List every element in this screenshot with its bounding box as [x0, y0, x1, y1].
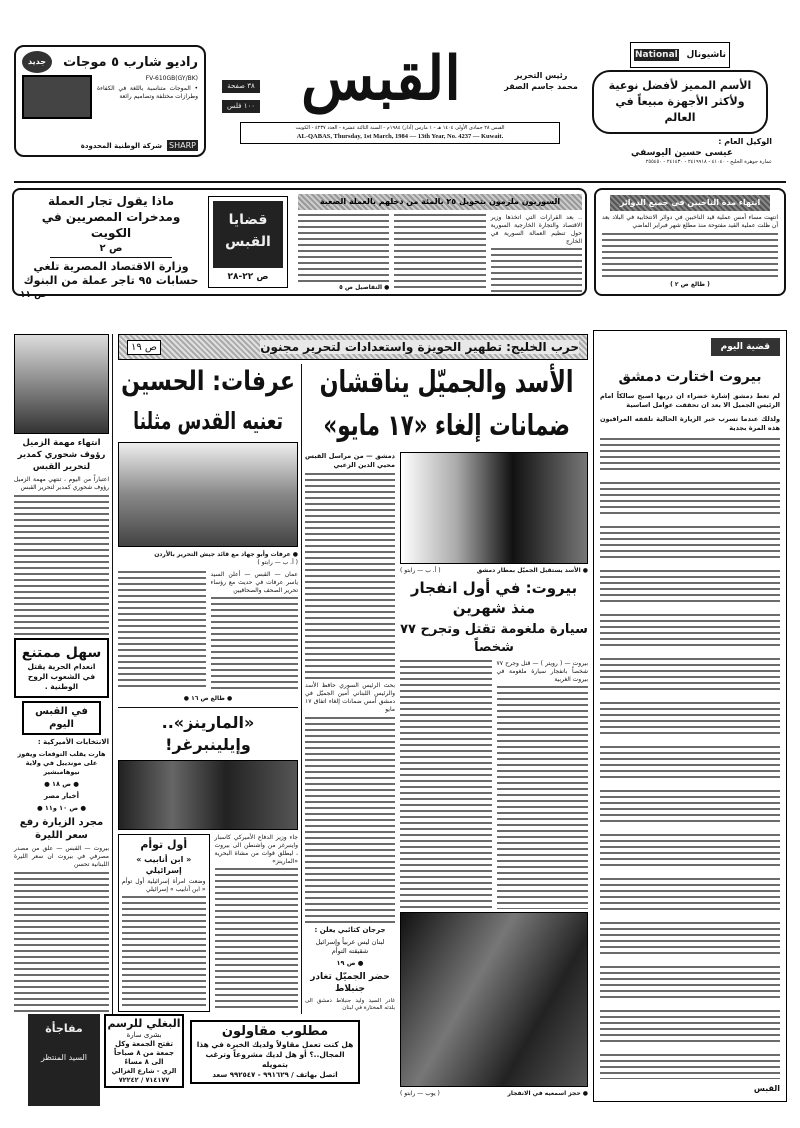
ad-body: • الموجات متناسبة باللغة في الكفاءة وطرازات مختلفة وتصاميم رائعة: [97, 85, 198, 100]
divider: [118, 707, 298, 708]
arafat-lead: عمان — القبس — أعلن السيد ياسر عرفات في حديث مع رؤساء تحرير الصحف والصحافيين: [210, 571, 298, 594]
marines-lead: جاء وزير الدفاع الأميركي كاسبار واينبرغر من واشنطن الى بيروت ، ليطلق قوات من مشاة البحرية «المارينز»: [214, 834, 298, 865]
arafat-body: [211, 597, 299, 691]
editor-name: محمد جاسم الصقر: [504, 82, 578, 91]
gemayel-party-headline: جرجان كتائبي يعلن :: [314, 926, 386, 934]
candidates-box: [594, 188, 786, 296]
today-title: في القبس اليوم: [22, 701, 101, 735]
section-title: قضية اليوم: [711, 338, 780, 356]
egypt-headline-1: ماذا يقول تجار العملة ومدخرات المصريين في الكويت: [41, 194, 181, 240]
twins-lead: وضعت امرأة إسرائيلية أول توأم « ابن أنابيب » إسرائيلي: [122, 878, 206, 893]
ad-slogan: الأسم المميز لأفضل نوعية ولأكثر الأجهزة مبيعاً في العالم: [608, 79, 752, 124]
national-logo: [630, 42, 730, 68]
column-rule: [301, 364, 302, 1014]
right-column-box: [593, 330, 787, 1102]
baghli-title: البغلي للرسم: [107, 1017, 181, 1030]
surprise-text: السيد المنتظر: [40, 1053, 88, 1062]
arafat-headline-1: عرفات: الحسين: [121, 366, 295, 397]
obit-title: انتهاء مهمة الزميل رؤوف شحوري كمدير لتحرير القبس: [17, 438, 106, 472]
contractors-title: مطلوب مقاولون: [221, 1024, 329, 1039]
syria-lead: .. بعد القرارات التي اتخذها وزير الاقتصاد والتجارة الخارجية السورية حول تنظيم العمالة السورية في الخارج: [490, 214, 582, 245]
page-count: ٣٨ صفحة: [222, 80, 260, 93]
qadaya-box[interactable]: [208, 196, 288, 288]
main-headline-1-wrap: [304, 362, 590, 404]
contractors-phone: اتصل بهاتف / ٩٩١٦٢٩ - ٩٩٢٥٤٧ سعد: [212, 1071, 338, 1079]
candidates-lead: انتهت مساء أمس عملية قيد الناخبين في دوائر الانتخابية في البلاد بعد أن ظلت عملية القيد مفتوحة منذ مطلع شهر فبراير الماضي: [602, 214, 778, 229]
gemayel-party-sub: لبنان ليس عربياً وإسرائيل شقيقته التوأم: [315, 938, 385, 955]
bomb-body: [400, 660, 492, 909]
syria-headline: السوريون ملزمون بتحويل ٢٥ بالمئة من دخلهم بالعملة الصعبة: [298, 194, 582, 210]
sharp-logo: SHARP: [169, 141, 196, 150]
arafat-credit: ( أ. ب — رابتو ): [257, 559, 298, 566]
baghli-text: تفتح الجمعة وكل جمعة من ٨ صباحاً الى ٨ مساءً: [113, 1040, 175, 1066]
sahl-box: [14, 638, 109, 698]
column-rule: [112, 334, 113, 1014]
radio-image: [22, 75, 92, 119]
masthead-rule: [14, 181, 786, 183]
bomb-photo: [400, 912, 588, 1087]
bomb-photo-credit: ( يوب — رابتو ): [400, 1090, 440, 1097]
banner: [118, 334, 588, 360]
left-column: [14, 334, 109, 1012]
main-photo-caption: ● الأسد يستقبل الجميّل بمطار دمشق: [476, 567, 588, 574]
syria-body: [491, 248, 582, 292]
baghli-ad[interactable]: [104, 1014, 184, 1088]
qadaya-pages: ص ٢٢-٢٨: [227, 272, 269, 282]
obit-body: [14, 495, 109, 635]
marines-body: [215, 868, 299, 1012]
arafat-headline-2-wrap: [118, 404, 298, 438]
main-body: [305, 717, 395, 923]
baghli-phone: ٧١٤١٧٧ / ٧٢٢٤٢: [118, 1076, 170, 1084]
agent-name: عيسى حسين اليوسفي: [631, 148, 733, 158]
marines-headline: «المارينز».. وإيلينبرغر!: [161, 713, 255, 754]
newspaper-logo-text: القبس: [301, 44, 461, 114]
price: ١٠٠ فلس: [222, 100, 260, 113]
arafat-column: [118, 364, 298, 1012]
ad-title: راديو شارب ٥ موجات: [63, 54, 198, 70]
main-headline-2: ضمانات إلغاء «١٧ مايو»: [323, 408, 571, 442]
surprise-ad[interactable]: [28, 1014, 100, 1106]
right-signature: القبس: [753, 1084, 780, 1093]
qadaya-title: قضايا القبس: [213, 201, 283, 268]
main-dateline: دمشق — من مراسل القبس محيي الدين الزعبي: [305, 452, 395, 469]
national-logo-ar: ناشيونال: [686, 50, 726, 60]
visit-lead: بيروت — القبس — علق من مصدر مصرفي في بيروت ان سعر الليرة اللبنانية تحسن: [14, 845, 109, 868]
bomb-headline-1: بيروت: في أول انفجار منذ شهرين: [410, 579, 578, 617]
egypt-headline-2: وزارة الاقتصاد المصرية تلغي حسابات ٩٥ تاجر عملة من البنوك: [23, 260, 199, 287]
candidates-body: [602, 233, 778, 278]
syria-more[interactable]: ● التفاصيل ص ٥: [339, 284, 390, 291]
baghli-address: الري - شارع الغزالي: [111, 1067, 177, 1075]
main-right-subcolumn: [400, 452, 588, 1098]
bomb-lead: بيروت — ( رويتر ) — قتل وجرح ٧٧ شخصاً بانفجار سيارة ملغومة في بيروت الغربية: [496, 660, 588, 683]
banner-page: ص ١٩: [127, 340, 161, 355]
contractors-ad[interactable]: [190, 1020, 360, 1084]
visit-title: مجرد الزيارة رفع سعر الليرة: [19, 817, 104, 841]
main-headline-2-wrap: [304, 404, 590, 446]
candidates-more[interactable]: ( طالع ص ٢ ): [670, 281, 710, 288]
arafat-headline-2: تعنيه القدس مثلنا: [133, 407, 283, 435]
agent-label: الوكيل العام :: [718, 137, 772, 146]
contractors-text: هل كنت تعمل مقاولاً ولديك الخبرة في هذا المجال..؟ أو هل لديك مشروعاً وترغب بتمويله: [196, 1040, 354, 1069]
twins-headline-2: « ابن أنابيب » إسرائيلي: [136, 855, 192, 875]
arafat-more[interactable]: ● طالع ص ١٦ ●: [183, 695, 233, 702]
ad-dealer: شركة الوطنية المحدودة: [80, 141, 163, 150]
twins-body: [122, 896, 206, 1008]
assad-gemayel-photo: [400, 452, 588, 564]
date-arabic: القبس ٢٨ جمادى الأولى ١٤٠٤ هـ - ١ مارس (آذار) ١٩٨٤م - السنة الثالثة عشرة - العدد ٤٢٣٧ - الكويت: [295, 125, 505, 131]
today-item-1-page: ● ص ١٨ ●: [44, 780, 79, 788]
today-item-1[interactable]: هارت يقلب التوقعات ويفوز على موندييل في ولاية نيوهامبشير: [17, 750, 106, 776]
syria-body: [298, 214, 389, 282]
syria-body: [394, 214, 485, 292]
right-headline: بيروت اختارت دمشق: [618, 369, 762, 385]
national-ad[interactable]: [592, 70, 768, 134]
surprise-title: مفاجأة: [45, 1022, 83, 1035]
agent-address: عمارة جوهرة الخليج - ٤١٠٤٠ - ٢٤١٩٩١٨ - ٢٤١٤٣٠ - ٢٥٥٤٥٠: [645, 159, 772, 165]
obit-lead: اعتباراً من اليوم ، تنتهي مهمة الزميل رؤوف شحوري كمدير لتحرير القبس: [14, 476, 109, 491]
twins-headline-1: أول توأم: [140, 838, 188, 851]
twins-box: [118, 834, 210, 1012]
syria-block: [298, 194, 582, 292]
bomb-headline-2: سيارة ملغومة تقتل وتجرح ٧٧ شخصاً: [400, 622, 588, 655]
main-photo-credit: ( أ. ب — رابتو ): [400, 567, 441, 574]
new-badge: جديد: [22, 51, 52, 73]
editor-block: [498, 70, 584, 92]
marines-photo: [118, 760, 298, 830]
banner-text: حرب الخليج: تطهير الحويزة واستعدادات لتحرير مجنون: [260, 340, 579, 354]
editor-label: رئيس التحرير: [514, 71, 568, 80]
arafat-headline-1-wrap: [118, 364, 298, 400]
divider: [50, 257, 172, 258]
arafat-caption: ● عرفات وأبو جهاد مع قائد جيش التحرير بالأردن: [154, 551, 298, 558]
newspaper-logo: [272, 40, 490, 118]
egypt-page-2: ص ١١: [20, 290, 47, 300]
jumblatt-lead: غادر السيد وليد جنبلاط دمشق الى بلدته المختارة في لبنان: [305, 998, 395, 1011]
egypt-block: [20, 193, 202, 301]
main-left-subcolumn: [305, 452, 395, 1012]
baghli-sub: بشرى سارة: [126, 1031, 162, 1039]
egypt-page-1: ص ٢: [99, 243, 123, 254]
date-strip: [240, 122, 560, 144]
right-body: [600, 438, 780, 1079]
today-sub: الانتخابات الأميركية :: [37, 738, 109, 746]
right-para2: ولذلك عندما تسرب خبر الزيارة الحالية تلقفه المراقبون هذه المرة بجدية: [600, 415, 780, 432]
sharp-radio-ad[interactable]: [14, 45, 206, 157]
date-english: AL-QABAS, Thursday, 1st March, 1984 — 13th Year, No. 4237 — Kuwait.: [296, 133, 504, 140]
sahl-text: انعدام الحرية يقتل في الشعوب الروح الوطنية .: [27, 662, 96, 691]
main-headline-1: الأسد والجميّل يناقشان: [320, 365, 574, 400]
bomb-body: [497, 686, 589, 909]
agent-block: [592, 137, 772, 166]
rauf-shahouri-photo: [14, 334, 109, 434]
arafat-photo: [118, 442, 298, 547]
right-lead: لم تعط دمشق إشارة خضراء ان دربها اصبح سالكاً امام الرئيس الجميل الا بعد ان تحققت عوامل اساسية: [600, 392, 780, 409]
today-item-2[interactable]: أخبار مصر: [44, 792, 79, 800]
candidates-headline: انتهاء مدة الناخبين في جميع الدوائر: [610, 195, 770, 211]
arafat-body: [118, 571, 206, 691]
sahl-title: سهل ممتنع: [21, 645, 102, 661]
ad-model: FV-610GB(GY/BK): [145, 75, 198, 82]
today-item-2-page: ● ص ١٠ و١١ ●: [36, 804, 87, 812]
national-logo-en: National: [635, 50, 678, 60]
main-lead: بحث الرئيس السوري حافظ الأسد والرئيس اللبناني أمين الجميّل في دمشق أمس ضمانات إلغاء اتفاق ١٧ مايو: [305, 682, 395, 713]
bomb-photo-caption: ● حجز اسمعيه في الانفجار: [507, 1090, 588, 1097]
visit-body: [14, 872, 109, 1012]
jumblatt-headline: حضر الجميّل تغادر جنبلاط: [310, 972, 390, 994]
main-body: [305, 473, 395, 679]
gemayel-party-page: ● ص ١٩: [336, 959, 364, 967]
